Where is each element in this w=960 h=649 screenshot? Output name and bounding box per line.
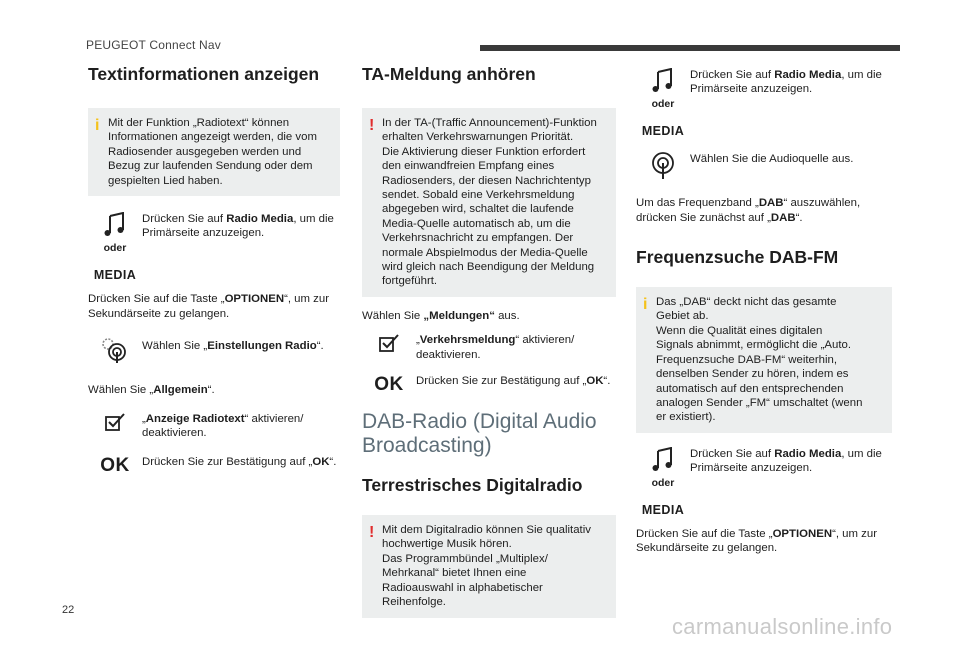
- step-anzeige-radiotext: [88, 412, 340, 441]
- media-button-label: MEDIA: [641, 124, 685, 138]
- oder-label: oder: [103, 241, 127, 254]
- warning-text: In der TA-(Traffic Announcement)-Funktion erhalten Verkehrswarnungen Priorität. Die Aktivierung dieser Funktion erfordert den einwandfreien Empfang eines Radiosenders, der diesen Nachrichtentyp sendet. Sobald eine Verkehrsmeldung abgegeben wird, schaltet die laufende Media-Quelle automatisch ab, um die Verkehrsnachricht zu empfangen. Der normale Abspielmodus der Media-Quelle wird gleich nach Beendigung der Meldung fortgeführt.: [382, 116, 597, 288]
- column-text-info: [88, 64, 340, 477]
- radio-settings-icon: [100, 335, 130, 365]
- step-ok: [88, 455, 340, 477]
- warning-box-ta: [362, 108, 616, 297]
- warning-mark-icon: !: [369, 116, 375, 134]
- step-radio-media: [636, 447, 892, 517]
- paragraph-optionen: Drücken Sie auf die Taste „OPTIONEN“, um zur Sekundärseite zu gelangen.: [88, 292, 329, 320]
- step-text: Wählen Sie die Audioquelle aus.: [690, 153, 854, 165]
- step-audioquelle: [636, 150, 892, 180]
- section-title-frequenzsuche: Frequenzsuche DAB-FM: [636, 247, 839, 268]
- section-title-terrestrisch: Terrestrisches Digitalradio: [362, 475, 583, 496]
- header-bar: [480, 45, 900, 51]
- music-note-icon: [103, 212, 127, 238]
- step-text: Drücken Sie auf Radio Media, um die Primärseite anzuzeigen.: [690, 69, 882, 96]
- media-button-label: MEDIA: [641, 502, 685, 517]
- watermark: carmanualsonline.info: [672, 614, 893, 639]
- paragraph-optionen: Drücken Sie auf die Taste „OPTIONEN“, um zur Sekundärseite zu gelangen.: [636, 527, 877, 555]
- music-note-icon: [651, 447, 675, 473]
- checkbox-icon: [378, 333, 400, 353]
- info-box-radiotext: [88, 108, 340, 196]
- radio-antenna-icon: [649, 150, 677, 180]
- step-radio-media: [88, 212, 340, 282]
- step-einstellungen-radio: [88, 335, 340, 365]
- section-title-dab: DAB-Radio (Digital Audio Broadcasting): [362, 410, 597, 457]
- step-text: Wählen Sie „Einstellungen Radio“.: [142, 340, 324, 353]
- warning-mark-icon: !: [369, 524, 375, 542]
- section-title-textinfo: Textinformationen anzeigen: [88, 64, 320, 84]
- paragraph-meldungen: Wählen Sie „Meldungen“ aus.: [362, 309, 520, 322]
- warning-box-digitalradio: [362, 515, 616, 617]
- step-text: Drücken Sie auf Radio Media, um die Primärseite anzuzeigen.: [142, 212, 334, 240]
- ok-button-label: OK: [100, 454, 130, 476]
- step-radio-media: [636, 68, 892, 138]
- page-number: 22: [62, 604, 75, 616]
- info-text: Das „DAB“ deckt nicht das gesamte Gebiet ab. Wenn die Qualität eines digitalen Signals abnimmt, ermöglicht die „Auto. Frequenzsuche DAB-FM“ weiterhin, denselben Sender zu hören, indem es automatisch auf den entsprechenden analogen Sender „FM“ umschaltet (wenn er existiert).: [656, 296, 863, 424]
- oder-label: oder: [651, 476, 675, 489]
- step-text: „Anzeige Radiotext“ aktivieren/ deaktivieren.: [142, 412, 304, 440]
- column-dab: [636, 68, 892, 556]
- info-box-frequenzsuche: [636, 287, 892, 433]
- warning-text: Mit dem Digitalradio können Sie qualitativ hochwertige Musik hören. Das Programmbündel „Multiplex/ Mehrkanal“ bietet Ihnen eine Radioauswahl in alphabetischer Reihenfolge.: [382, 524, 591, 609]
- step-text: „Verkehrsmeldung“ aktivieren/ deaktivieren.: [416, 334, 575, 361]
- step-text: Drücken Sie zur Bestätigung auf „OK“.: [416, 375, 611, 388]
- step-ok: [362, 374, 616, 396]
- step-text: Drücken Sie zur Bestätigung auf „OK“.: [142, 455, 337, 468]
- checkbox-icon: [104, 412, 126, 432]
- info-text: Mit der Funktion „Radiotext“ können Informationen angezeigt werden, die vom Radiosender ausgegeben werden und Bezug zur laufenden Sendung oder dem gespielten Lied haben.: [108, 116, 317, 187]
- info-mark-icon: i: [643, 296, 648, 314]
- music-note-icon: [651, 68, 675, 94]
- step-verkehrsmeldung: [362, 333, 616, 362]
- ok-button-label: OK: [374, 374, 404, 396]
- paragraph-allgemein: Wählen Sie „Allgemein“.: [88, 384, 215, 397]
- media-button-label: MEDIA: [93, 267, 137, 282]
- info-mark-icon: i: [95, 116, 100, 134]
- step-text: Drücken Sie auf Radio Media, um die Primärseite anzuzeigen.: [690, 447, 882, 475]
- column-ta-meldung: [362, 64, 616, 618]
- oder-label: oder: [651, 98, 675, 110]
- paragraph-dab: Um das Frequenzband „DAB“ auszuwählen, drücken Sie zunächst auf „DAB“.: [636, 197, 861, 224]
- header-label: PEUGEOT Connect Nav: [86, 38, 221, 52]
- section-title-ta: TA-Meldung anhören: [362, 64, 536, 84]
